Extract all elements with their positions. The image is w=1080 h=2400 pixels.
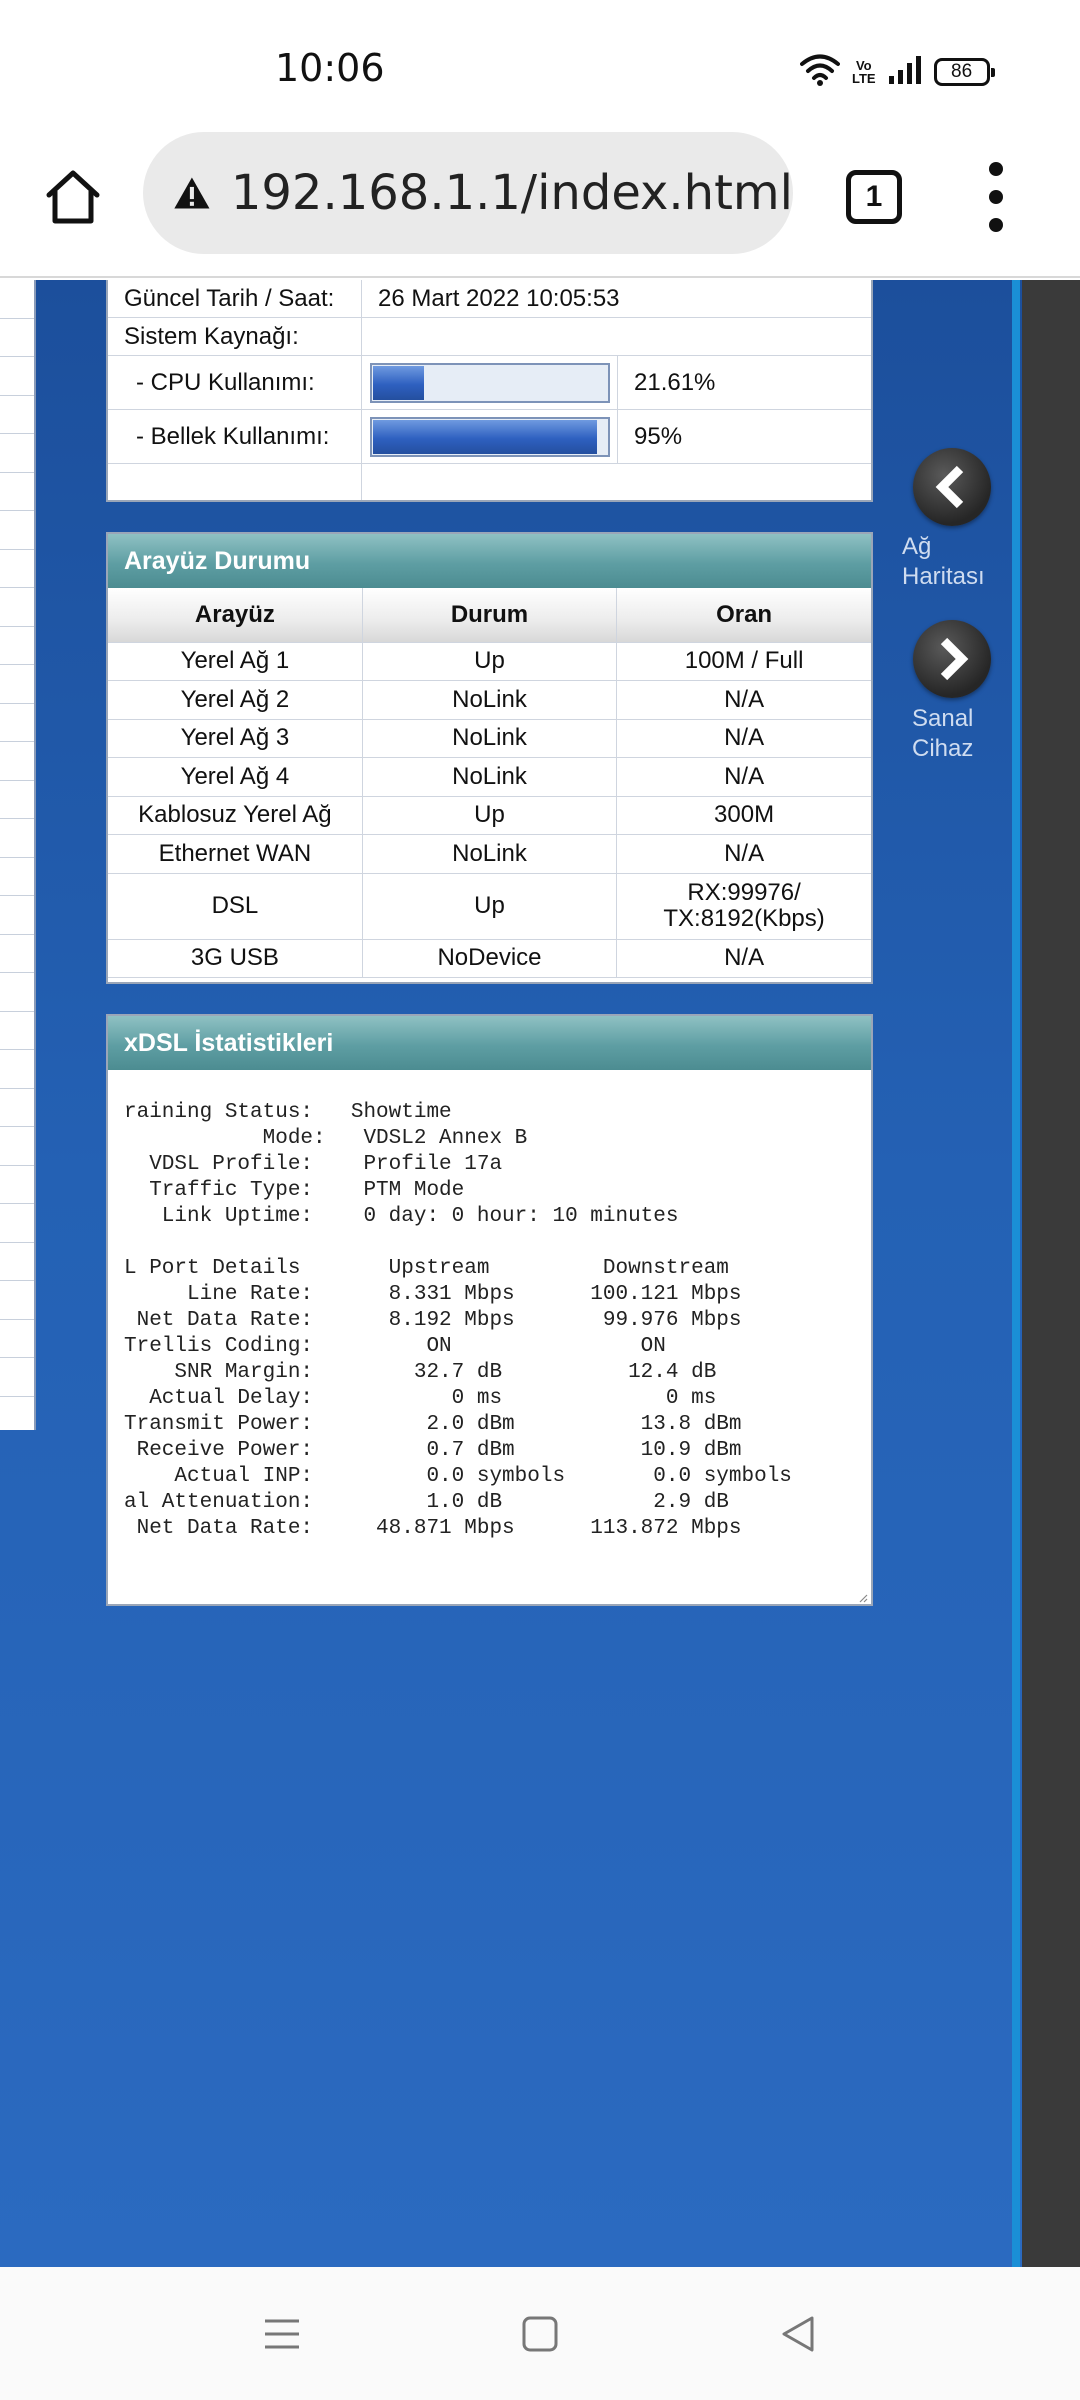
home-button[interactable] [38,162,108,232]
resize-handle-icon[interactable] [858,1593,868,1603]
menu-icon [262,2314,302,2354]
cpu-usage-fill [373,366,424,400]
address-bar[interactable] [143,132,793,254]
page-content [0,280,1080,2267]
right-sidebar [1022,280,1080,2267]
interface-status: NoLink [362,758,616,797]
table-row [108,939,871,978]
interface-status: NoLink [362,835,616,874]
recent-apps-button[interactable] [255,2307,309,2361]
interface-status: Up [362,873,616,939]
interface-status: NoLink [362,719,616,758]
interface-rate: N/A [617,681,871,720]
column-header-status: Durum [362,588,616,642]
status-bar [0,0,1080,132]
more-vert-icon [989,162,1003,176]
interface-name: Kablosuz Yerel Ağ [108,796,362,835]
interface-name: Yerel Ağ 4 [108,758,362,797]
memory-value: 95% [634,422,683,450]
cpu-usage-bar [370,363,610,403]
system-info-panel [106,280,873,502]
home-nav-button[interactable] [513,2307,567,2361]
interface-status: Up [362,796,616,835]
memory-row [108,410,871,464]
battery-level: 86 [951,61,973,82]
date-value: 26 Mart 2022 10:05:53 [378,284,620,312]
cpu-row [108,356,871,410]
table-row [108,642,871,681]
resource-row [108,318,871,356]
nav-next-label[interactable]: Sanal Cihaz [912,705,974,762]
wifi-icon [800,53,840,92]
interface-status-panel [106,532,873,984]
interface-name: Ethernet WAN [108,835,362,874]
column-header-rate: Oran [617,588,871,642]
clock: 10:06 [275,46,385,90]
empty-row [108,464,871,500]
left-frame [0,280,36,1430]
interface-name: 3G USB [108,939,362,978]
overflow-menu-button[interactable] [978,162,1014,232]
interface-rate: N/A [617,719,871,758]
interface-rate: N/A [617,758,871,797]
cpu-value: 21.61% [634,368,716,396]
column-header-interface: Arayüz [108,588,362,642]
interface-status-title: Arayüz Durumu [108,534,871,588]
interface-rate: RX:99976/ TX:8192(Kbps) [617,873,871,939]
table-row [108,835,871,874]
cpu-label: - CPU Kullanımı: [108,356,362,409]
battery-icon [934,58,990,86]
interface-rate: 300M [617,796,871,835]
signal-icon [888,55,922,90]
interface-name: DSL [108,873,362,939]
interface-status: Up [362,642,616,681]
memory-label: - Bellek Kullanımı: [108,410,362,463]
volte-icon: Vo LTE [852,58,876,86]
table-row [108,681,871,720]
scroll-accent [1012,280,1020,2267]
nav-prev-network-map[interactable] [892,448,1012,592]
interface-status: NoDevice [362,939,616,978]
interface-name: Yerel Ağ 1 [108,642,362,681]
square-icon [520,2314,560,2354]
browser-toolbar [0,132,1080,278]
interface-name: Yerel Ağ 2 [108,681,362,720]
xdsl-statistics-text: raining Status: Showtime Mode: VDSL2 Annex B VDSL Profile: Profile 17a Traffic Type: PTM Mode Link Uptime: 0 day: 0 hour: 10 minutes L Port Details Upstream Downstream Line Rate: 8.331 Mbps 100.121 Mbps Net Data Rate: 8.192 Mbps 99.976 Mbps Trellis Coding: ON ON SNR Margin: 32.7 dB 12.4 dB Actual Delay: 0 ms 0 ms Transmit Power: 2.0 dBm 13.8 dBm Receive Power: 0.7 dBm 10.9 dBm Actual INP: 0.0 symbols 0.0 symbols al Attenuation: 1.0 dB 2.9 dB Net Data Rate: 48.871 Mbps 113.872 Mbps [124,1101,792,1540]
table-row [108,719,871,758]
status-icons [800,50,990,94]
chevron-right-icon[interactable] [913,620,991,698]
nav-next-virtual-device[interactable] [892,620,1012,764]
url-text[interactable]: 192.168.1.1/index.html [230,165,793,221]
interface-status: NoLink [362,681,616,720]
tab-switcher-button[interactable] [846,170,902,224]
interface-rate: 100M / Full [617,642,871,681]
resource-label: Sistem Kaynağı: [108,318,362,355]
memory-usage-fill [373,420,597,454]
xdsl-statistics-title: xDSL İstatistikleri [108,1016,871,1070]
table-row [108,796,871,835]
interface-name: Yerel Ağ 3 [108,719,362,758]
back-button[interactable] [771,2307,825,2361]
date-label: Güncel Tarih / Saat: [108,280,362,317]
interface-rate: N/A [617,835,871,874]
interface-table [108,588,871,978]
back-triangle-icon [778,2314,818,2354]
warning-icon[interactable] [173,168,211,218]
xdsl-statistics-panel [106,1014,873,1606]
tab-count: 1 [865,180,883,213]
nav-prev-label[interactable]: Ağ Haritası [902,533,985,590]
date-row [108,280,871,318]
home-icon [43,167,103,227]
interface-rate: N/A [617,939,871,978]
table-row [108,873,871,939]
xdsl-statistics-textarea[interactable] [108,1070,871,1606]
chevron-left-icon[interactable] [913,448,991,526]
table-row [108,758,871,797]
system-navigation-bar [0,2267,1080,2400]
memory-usage-bar [370,417,610,457]
